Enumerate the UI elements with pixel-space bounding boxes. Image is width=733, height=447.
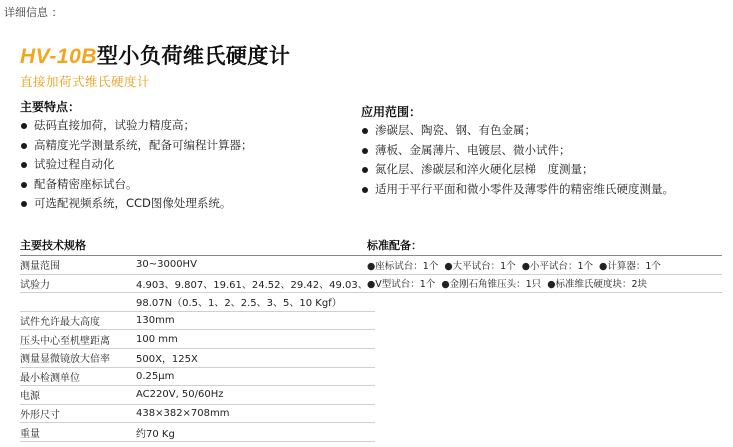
- spec-value: 30~3000HV: [136, 259, 197, 271]
- spec-key: 测量范围: [20, 261, 60, 273]
- spec-value: 130mm: [136, 315, 175, 327]
- spec-row: [20, 386, 375, 405]
- standard-item: ●大平试台：1个: [444, 260, 516, 272]
- spec-key: 试件允许最大高度: [20, 317, 100, 329]
- specs-heading: 主要技术规格: [20, 237, 375, 256]
- spec-value: 0.25μm: [136, 370, 175, 382]
- standard-heading: 标准配备：: [367, 237, 722, 256]
- specs-table: [20, 237, 375, 442]
- standard-item: ●座标试台：1个: [367, 260, 439, 272]
- spec-key: 压头中心至机壁距离: [20, 335, 110, 347]
- spec-row: [20, 293, 375, 312]
- standard-row: [367, 256, 722, 275]
- standard-item: ●金刚石角锥压头：1只: [441, 279, 542, 291]
- spec-row: [20, 423, 375, 442]
- standard-equipment: [367, 237, 722, 293]
- application-item: 氮化层、渗碳层和淬火硬化层梯 度测量；: [361, 160, 674, 180]
- spec-key: 电源: [20, 391, 40, 403]
- model-number: HV-10B: [20, 45, 97, 68]
- spec-value: 4.903、9.807、19.61、24.52、29.42、49.03、: [136, 279, 368, 291]
- feature-item: 配备精密座标试台。: [20, 175, 253, 195]
- spec-value: 100 mm: [136, 333, 178, 345]
- feature-item: 砝码直接加荷，试验力精度高；: [20, 116, 253, 136]
- spec-row: [20, 405, 375, 424]
- spec-row: [20, 256, 375, 275]
- application-item: 适用于平行平面和微小零件及薄零件的精密维氏硬度测量。: [361, 180, 674, 200]
- spec-key: 重量: [20, 428, 40, 440]
- spec-value: AC220V, 50/60Hz: [136, 389, 224, 401]
- spec-row: [20, 312, 375, 331]
- spec-key: 试验力: [20, 279, 50, 291]
- spec-value: 500X，125X: [136, 354, 198, 366]
- spec-key: 最小检测单位: [20, 372, 80, 384]
- features-list: [20, 116, 253, 214]
- standard-item: ●V型试台：1个: [367, 279, 436, 291]
- application-item: 薄板、金属薄片、电镀层、微小试件；: [361, 141, 674, 161]
- standard-row: [367, 275, 722, 294]
- spec-row: [20, 275, 375, 294]
- feature-item: 高精度光学测量系统，配备可编程计算器；: [20, 136, 253, 156]
- standard-item: ●小平试台：1个: [521, 260, 594, 272]
- spec-value: 438×382×708mm: [136, 408, 230, 420]
- product-title: [20, 40, 290, 70]
- detail-info-label: 详细信息 ：: [4, 6, 63, 19]
- features-heading: 主要特点：: [20, 100, 81, 114]
- spec-value: 98.07N（0.5、1、2、2.5、3、5、10 Kgf）: [136, 298, 342, 310]
- application-item: 渗碳层、陶瓷、钢、有色金属；: [361, 121, 674, 141]
- feature-item: 试验过程自动化: [20, 155, 253, 175]
- standard-item: ●计算器：1个: [599, 260, 661, 272]
- product-subtitle: 直接加荷式维氏硬度计: [20, 74, 151, 89]
- feature-item: 可选配视频系统，CCD图像处理系统。: [20, 194, 253, 214]
- product-name: 型小负荷维氏硬度计: [96, 44, 291, 68]
- applications-heading: 应用范围：: [361, 105, 422, 119]
- spec-row: [20, 349, 375, 368]
- spec-row: [20, 368, 375, 387]
- spec-key: 测量显微镜放大倍率: [20, 354, 110, 366]
- standard-item: ●标准维氏硬度块：2块: [547, 279, 648, 291]
- spec-value: 约70 Kg: [136, 428, 175, 440]
- spec-key: 外形尺寸: [20, 410, 60, 422]
- applications-list: [361, 121, 674, 199]
- spec-row: [20, 330, 375, 349]
